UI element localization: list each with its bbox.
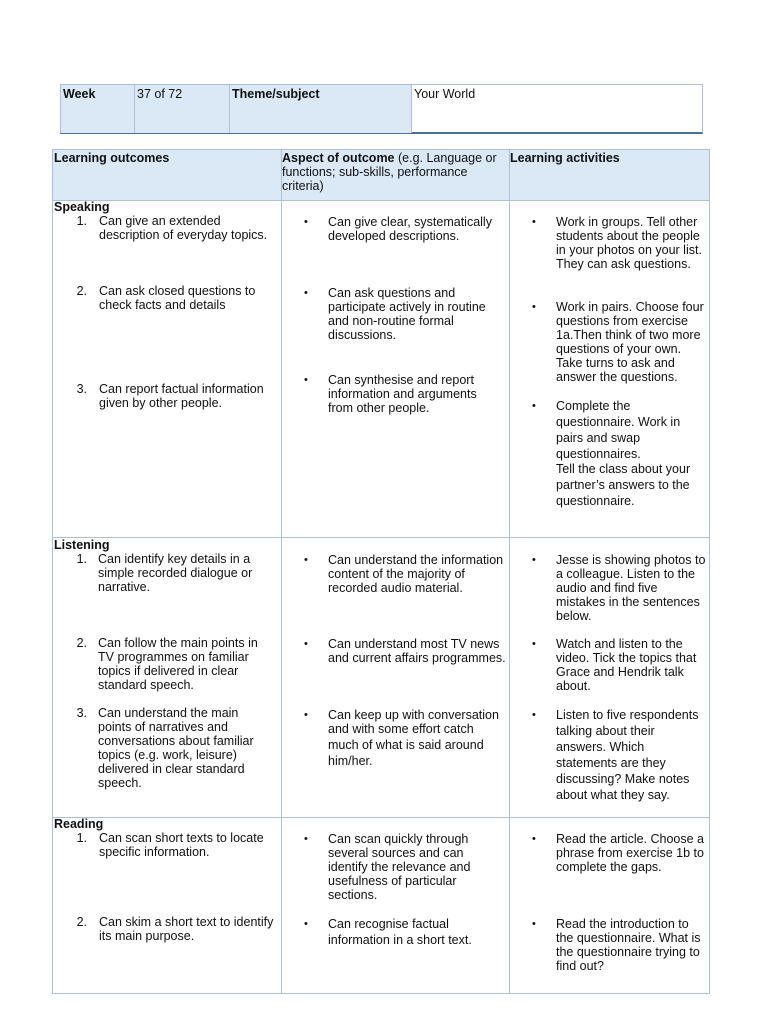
aspect-text: Can recognise factual information in a short text. — [328, 917, 472, 947]
outcome-number: 3. — [76, 382, 87, 396]
outcome-number: 2. — [76, 284, 87, 298]
section-title-reading: Reading — [54, 817, 104, 831]
outcome-text: Can skim a short text to identify its main purpose. — [99, 915, 274, 943]
bullet-icon: • — [304, 638, 308, 650]
bullet-icon: • — [532, 638, 536, 650]
theme-value: Your World — [414, 87, 476, 101]
section-title-listening: Listening — [54, 538, 110, 552]
week-label: Week — [61, 85, 135, 133]
bullet-icon: • — [304, 287, 308, 299]
outcome-text: Can follow the main points in TV programmes on familiar topics if delivered in clear standard speech. — [98, 636, 258, 692]
col-header-aspect — [282, 151, 504, 193]
outcome-text: Can scan short texts to locate specific information. — [99, 831, 264, 859]
col-header-outcomes: Learning outcomes — [54, 151, 170, 165]
activity-text: Listen to five respondents talking about their answers. Which statements are they discussing? Make notes about what they say. — [556, 708, 699, 802]
theme-label: Theme/subject — [230, 85, 412, 133]
bullet-icon: • — [532, 216, 536, 228]
bullet-icon: • — [532, 833, 536, 845]
outcome-number: 1. — [76, 552, 87, 566]
outcome-number: 2. — [76, 915, 87, 929]
outcome-text: Can report factual information given by other people. — [99, 382, 264, 410]
aspect-text: Can scan quickly through several sources and can identify the relevance and usefulness of particular sections. — [328, 832, 471, 902]
bullet-icon: • — [532, 301, 536, 313]
activity-text: Read the article. Choose a phrase from exercise 1b to complete the gaps. — [556, 832, 705, 874]
bullet-icon: • — [304, 833, 308, 845]
bullet-icon: • — [304, 374, 308, 386]
bullet-icon: • — [532, 709, 536, 721]
outcome-number: 1. — [76, 214, 87, 228]
outcome-text: Can give an extended description of everyday topics. — [99, 214, 268, 242]
bullet-icon: • — [532, 400, 536, 412]
activity-text: Work in groups. Tell other students about the people in your photos on your list. They can ask questions. — [556, 215, 702, 271]
aspect-note: (e.g. Language or functions; sub-skills, performance criteria) — [282, 151, 497, 193]
section-title-speaking: Speaking — [54, 200, 110, 214]
outcome-text: Can ask closed questions to check facts and details — [99, 284, 256, 312]
bullet-icon: • — [304, 554, 308, 566]
activity-text: Work in pairs. Choose four questions from exercise 1a.Then think of two more questions of your own. Take turns to ask and answer the questions. — [556, 300, 704, 384]
activity-text: Tell the class about your partner’s answers to the questionnaire. — [556, 462, 691, 508]
bullet-icon: • — [304, 216, 308, 228]
aspect-text: Can ask questions and participate actively in routine and non-routine formal discussions. — [328, 286, 486, 342]
outcome-text: Can identify key details in a simple recorded dialogue or narrative. — [98, 552, 253, 594]
aspect-text: Can understand most TV news and current affairs programmes. — [328, 637, 506, 665]
activity-text: Watch and listen to the video. Tick the topics that Grace and Hendrik talk about. — [556, 637, 697, 693]
col-header-activities: Learning activities — [510, 151, 620, 165]
bullet-icon: • — [532, 918, 536, 930]
bullet-icon: • — [304, 709, 308, 721]
aspect-text: Can understand the information content of the majority of recorded audio material. — [328, 553, 504, 595]
activity-text: Complete the questionnaire. Work in pairs and swap questionnaires. — [556, 399, 681, 461]
lesson-table — [52, 149, 710, 994]
aspect-text: Can synthesise and report information and arguments from other people. — [328, 373, 477, 415]
outcome-text: Can understand the main points of narratives and conversations about familiar topics (e.g. work, leisure) delivered in clear standard speech. — [98, 706, 254, 790]
outcome-number: 3. — [76, 706, 87, 720]
bullet-icon: • — [532, 554, 536, 566]
week-value: 37 of 72 — [135, 85, 230, 133]
header-table — [60, 84, 703, 134]
aspect-text: and with some effort catch much of what is said around him/her. — [328, 722, 484, 768]
aspect-text: Can give clear, systematically developed descriptions. — [328, 215, 492, 243]
outcome-number: 1. — [76, 831, 87, 845]
activity-text: Jesse is showing photos to a colleague. Listen to the audio and find five mistakes in the sentences below. — [556, 553, 706, 623]
aspect-title: Aspect of outcome — [282, 151, 395, 165]
bullet-icon: • — [304, 918, 308, 930]
activity-text: Read the introduction to the questionnaire. What is the questionnaire trying to find out? — [556, 917, 701, 973]
aspect-text: Can keep up with conversation — [328, 708, 499, 722]
outcome-number: 2. — [76, 636, 87, 650]
